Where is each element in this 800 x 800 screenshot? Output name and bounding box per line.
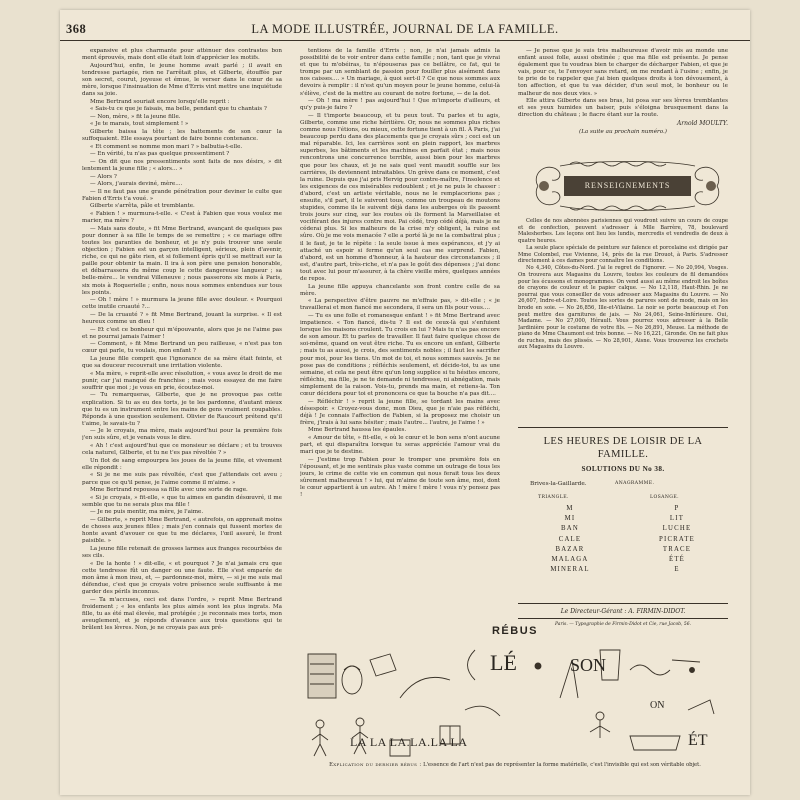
anagram-answer: Brives-la-Gaillarde. xyxy=(530,481,587,487)
renseignements-text xyxy=(518,218,728,423)
paragraph: — Oh ! mère ! » murmura la jeune fille avec douleur. « Pourquoi cette inutile cruauté ?... xyxy=(82,297,282,311)
paragraph: Un flot de sang empourpra les joues de la jeune fille, et vivement elle répondit : xyxy=(82,457,282,471)
rebus-word-son: SON xyxy=(570,655,607,675)
column-3-story xyxy=(518,48,728,153)
losange-row: LUCHE xyxy=(662,525,692,533)
rebus-caption-text: L'essence de l'art n'est pas de représenter la forme matérielle, c'est l'invisible qui est son véritable objet. xyxy=(423,762,701,768)
triangle-row: M xyxy=(566,505,574,512)
directeur-line: Le Directeur-Gérant : A. FIRMIN-DIDOT. xyxy=(560,608,686,615)
column-2 xyxy=(300,48,500,608)
paragraph: — Et c'est ce bonheur qui m'épouvante, alors que je ne l'aime pas et ne pourrai jamais l'aimer ! xyxy=(82,326,282,340)
triangle-row: BAN xyxy=(561,525,579,533)
paragraph: « Ma mère, » reprit-elle avec résolution, « vous avez le droit de me punir, car j'ai manqué de franchise ; mais vous essayez de me faire souffrir que moi ; je vous en prie, écoutez-moi. xyxy=(82,370,282,391)
paragraph: La jeune fille retenait de grosses larmes aux franges recourbées de ses cils. xyxy=(82,545,282,559)
solutions-heading: SOLUTIONS DU No 38. xyxy=(581,465,665,473)
losange-row: E xyxy=(674,566,680,574)
paragraph: « Fabien ! » murmura-t-elle. « C'est à Fabien que vous voulez me marier, ma mère ? xyxy=(82,211,282,225)
triangle-row: MI xyxy=(564,515,576,523)
paragraph: — Alors, j'aurais deviné, mère.... xyxy=(90,181,183,188)
losange-solution xyxy=(632,504,722,575)
paragraph: — Gilberte, » reprit Mme Bertrand, « autrefois, on apprenait moins de choses aux jeunes filles ; mais j'en connais qui fussent mortes de honte avant d'avouer ce que tu me déclares, l'œil assuré, le front paisible. » xyxy=(82,517,282,545)
paragraph: — Il ne faut pas une grande pénétration pour deviner le culte que Fabien d'Erris t'a voué. » xyxy=(82,188,282,202)
paragraph: — Alors ? xyxy=(90,173,117,180)
paragraph: « Et comment se nomme mon mari ? » balbutia-t-elle. xyxy=(90,143,243,150)
paragraph: « Ah ! c'est aujourd'hui que ce monsieur se déclare ; et tu trouves cela naturel, Gilberte, et tu ne t'es pas révoltée ? » xyxy=(82,443,282,457)
paragraph: — Je pense que je suis très malheureuse d'avoir mis au monde une enfant aussi folle, aussi obstinée ; que ma fille est présente. Je pense également que tu voudras bien te charger de décharger Fabien, et que je vais, pour ce, te l'envoyer sans retard, on me rendant à l'usine ; enfin, je te prie de te rappeler que j'ai bien quelques droits à ton dévouement, à ton affection, et que tu vas décider, d'un seul mot, le bonheur ou le malheur de nos deux vies. » xyxy=(518,48,728,97)
triangle-label: TRIANGLE. xyxy=(538,495,569,500)
paragraph: No 4,340, Côtes-du-Nord. J'ai le regret de l'ignorer. — No 20,994, Vosges. On trouvera aux Magasins du Louvre, toutes les couleurs de fil demandées pour les écussons et monogrammes. On vend aussi au même endroit les boîtes de crayons de couleur et le papier calque. — No 12,118, Haut-Rhin. Je ne pourrai que vous conseiller de vous adresser aux Magasins du Louvre. — No 26,607, Indre-et-Loire. Toutes les sortes de parures sont de mode, mais on les brode en soie. — No 26,856, Ille-et-Vilaine. Le noir se porte beaucoup et l'on peut mettre des garnitures de jais. — No 24,061, Seine-Inférieure. Oui, Madame. — No 27,000, Hérault. Vous pourrez vous adresser à la Belle Jardinière pour le costume de votre fils. — No 26,891, Meuse. La méthode de piano de Mme Chaumont est très bonne. — No 16,221, Gironde. On ne fait plus de ruches, mais des plissés. — No 28,901, Aisne. Vous trouverez les crochets aux Magasins du Louvre. xyxy=(518,265,728,351)
paragraph: « Je te marais, tout simplement ! » xyxy=(90,121,189,128)
paragraph: La seule place spéciale de peinture sur faïence et porcelaine est dirigée par Mme Colombel, rue Vivienne, 14, près de la rue Drouot, à Paris. S'adresser directement à ces dames pour connaître les conditions. xyxy=(518,244,728,265)
rebus-caption-lead: Explication du dernier rébus : xyxy=(329,762,422,768)
paragraph: Mme Bertrand repoussa sa fille avec une sorte de rage. xyxy=(90,487,248,494)
losange-row: TRACE xyxy=(662,545,692,553)
paragraph: — En vérité, tu n'as pas quelque pressentiment ? xyxy=(90,151,230,158)
paragraph: Celles de nos abonnées parisiennes qui voudront suivre un cours de coupe et de confection, peuvent s'adresser à Mlle Barrère, 78, boulevard Malesherbes. Les leçons ont lieu les lundis, mercredis et vendredis de deux à quatre heures. xyxy=(518,218,728,244)
rebus-word-on: ON xyxy=(650,700,665,711)
divider xyxy=(518,427,728,428)
triangle-row: MINERAL xyxy=(550,566,590,574)
rebus-word-lalala: LA LA LA.LA.LA LA xyxy=(350,735,468,749)
triangle-solution xyxy=(525,504,615,575)
heures-title: LES HEURES DE LOISIR DE LA FAMILLE. xyxy=(543,436,703,460)
paragraph: « Amour de tête, » fit-elle, « où le cœur et le bon sens n'ont aucune part, et qui disparaîtra lorsque tu seras appréciée l'amour vrai du mari que je te destine. xyxy=(300,435,500,456)
paragraph: La jeune fille appuya chancelante son front contre celle de sa mère. xyxy=(300,283,500,297)
renseignements-title: RENSEIGNEMENTS xyxy=(584,181,671,190)
paragraph: tentions de la famille d'Erris ; non, je n'ai jamais admis la possibilité de te voir entrer dans cette famille ; non, tant que je vivrai et que tu m'obéiras, tu n'épouseras pas ce bellâtre, ce fat, qui te trompe par un semblant de passion pour fouiller plus aisément dans nos caisses.... » Un mariage, à quoi sert-il ? Ce que nous sommes aux devoirs à remplir : il n'est qu'un moyen pour le jeune homme, celui-là s'élève, c'est de la mettre au courant de notre fortune, — de la dot. xyxy=(300,48,500,97)
losange-row: P xyxy=(674,505,680,512)
to-be-continued: (La suite au prochain numéro.) xyxy=(579,128,667,135)
anagram-label: ANAGRAMME. xyxy=(615,481,655,486)
triangle-row: CALE xyxy=(558,535,582,543)
paragraph: — Non, mère, » fit la jeune fille. xyxy=(90,113,181,120)
paragraph: — Je ne puis mentir, ma mère, je l'aime. xyxy=(90,509,204,516)
divider xyxy=(518,603,728,604)
paragraph: — Tu remarqueras, Gilberte, que je ne provoque pas cette explication. Si tu as eu des torts, je te les pardonne, d'autant mieux que tu es un instrument entre les mains de gens vraiment coupables. Réponds à une question seulement. Olivier de Raucourt prétend qu'il t'aime, le savais-tu ? xyxy=(82,392,282,427)
paragraph: — Mais sans doute, » fit Mme Bertrand, avançant de quelques pas pour donner à sa fille le temps de se remettre ; « ce mariage offre toutes les garanties de bonheur, et je n'y puis trouver une seule objection ; Fabien est un garçon intelligent, sérieux, plein d'avenir, riche, ce qui ne gâte rien, et si follement épris qu'il se mettrait sur la paille pour obtenir ta main. Il ira à son père une pension honorable, et débarrassera du même coup le cette dangereuse langueur ; sa belle-mère... le vendrai Villeneuve ; nous passerons six mois à Paris, six mois à Roquerielle ; enfin, nous nous sommes entendues sur tous les points. xyxy=(82,225,282,296)
paragraph: « Si je ne me suis pas révoltée, c'est que j'attendais cet aveu ; parce que ce qu'il pense, je l'aime comme il m'aime. » xyxy=(82,472,282,486)
paragraph: « La perspective d'être pauvre ne m'effraie pas, » dit-elle ; « je travaillerai et mon fiancé me secondera, il sera un fils pour vous.... xyxy=(300,298,500,312)
journal-title: LA MODE ILLUSTRÉE, JOURNAL DE LA FAMILLE. xyxy=(251,22,559,36)
losange-label: LOSANGE. xyxy=(650,495,679,500)
column-1 xyxy=(82,48,282,790)
paragraph: — Je le croyais, ma mère, mais aujourd'hui pour la première fois j'en suis sûre, et je venais vous le dire. xyxy=(82,428,282,442)
anagram-line xyxy=(530,481,730,487)
losange-row: LIT xyxy=(669,515,685,523)
paragraph: — Réfléchir ! » reprit la jeune fille, se tordant les mains avec désespoir. « Croyez-vous donc, mon Dieu, que je n'aie pas réfléchi, déjà ! Je connais l'affection de Fabien, si la proposez me choisir un frère, j'irais à lui sans hésiter ; mais l'autre... l'autre, je l'aime ! » xyxy=(300,398,500,426)
paragraph: La jeune fille comprit que l'ignorance de sa mère était feinte, et que sa douceur recouvrait une irritation violente. xyxy=(82,355,282,370)
paragraph: « Si je croyais, » fit-elle, « que tu aimes en gandin désœuvré, il me semble que tu ne serais plus ma fille ! xyxy=(82,494,282,508)
paragraph: Gilberte baissa la tête ; les battements de son cœur la suffoquaient. Elle essaya pourtant de faire bonne contenance. xyxy=(82,129,282,143)
paragraph: Mme Bertrand souriait encore lorsqu'elle reprit : xyxy=(90,98,230,105)
triangle-row: BAZAR xyxy=(555,545,585,553)
paragraph: — De la cruauté ? » fit Mme Bertrand, jouant la surprise. « Il est heureux comme un dieu ! xyxy=(82,311,282,325)
page-number: 368 xyxy=(66,22,87,36)
triangle-row: MALAGA xyxy=(551,556,589,564)
paragraph: — Ta m'accuses, ceci est dans l'ordre, » reprit Mme Bertrand froidement ; « les enfants les plus aimés sont les plus ingrats. Ma fille, tu as été mal élevée, mal protégée ; je reconnais mes torts, mon aveuglement, et je réponds d'avance aux trois questions qui te brûlent les lèvres. Non, je ne croyais pas aux pré- xyxy=(82,596,282,631)
paragraph: Mme Bertrand haussa les épaules. xyxy=(308,427,407,434)
paragraph: « De la honte ! » dit-elle, « et pourquoi ? Je n'ai jamais cru que cette tendresse fût un danger ou une faute. Elle s'est emparée de mon âme à mon insu, et, — pardonnez-moi, mère, — si je me suis mal défendue, c'est que je croyais votre présence seule suffisante à me garder des périls inconnus. xyxy=(82,560,282,595)
rebus-word-et: ÉT xyxy=(688,732,708,749)
paragraph: expansive et plus charmante pour atténuer des contrastes bon ment éprouvés, mais dont elle était loin d'apprécier les motifs. xyxy=(82,48,282,62)
page-header xyxy=(60,20,750,41)
paragraph: Gilberte s'arrêta, pâle et tremblante. xyxy=(90,203,195,210)
paragraph: — Il t'importe beaucoup, et tu peux tout. Tu parles et tu agis, Gilberte, comme une riche héritière. Or, nous ne sommes plus riches comme nous l'étions, ou mieux, cette fortune tient à un fil. À Paris, j'ai beaucoup perdu dans des placements que je croyais sûrs ; ceci est un mal réparable. Ici, les carrières sont en plein rapport, les marbres superbes, les bâtiments et les machines en parfait état ; mais nous rencontrons une concurrence terrible, aussi bien pour les marbres que pour les chaux, et je ne sais quel vent maudit souffle sur les carrières, ils deviennent intraitables. Un grève dans ce moment, c'est la ruine. Depuis que j'ai pris Hervig pour contre-maître, l'insolence et les exigences de ces misérables redoublent ; et je ne puis le chasser : d'abord, c'est un artiste véritable, nous ne le remplacerions pas ; ensuite, s'il part, il le suivront tous, comme un troupeau de moutons stupides, comme ils le suivent déjà dans les auberges où ils passent trois jours sur cinq, sur les routes où ils forment la Marseillaise et vociférant des injures contre moi. Pai cédé, trop cédé déjà, mais je ne céderai plus. Si les malheurs de la crise m'y obligent, la ruine est sûre. Où je me vois menacée ? elle a porté là je ne la combattrai plus ; il le faut, je te le répète : la seule issue à mes espérances, et j'y ai attaché un espoir si ferme qu'un seul cas me surprend. Fabien, d'abord, est un homme d'honneur, à la hauteur des circonstances ; il est, d'autre part, très-riche, et n'a pas le goût des dépenses ; j'ai donc tout avec lui pour m'assurer, à ta chère vieille mère, quelques années de repos. xyxy=(300,112,500,282)
paragraph: — Oh ! ma mère ! pas aujourd'hui ! Que m'importe d'ailleurs, et qu'y puis-je faire ? xyxy=(300,98,500,112)
paragraph: Elle attira Gilberte dans ses bras, lui posa sur ses lèvres tremblantes et ses yeux humides un baiser, puis s'éloigna brusquement dans la direction du château ; le fiacre étant sur la route. xyxy=(518,98,728,119)
rebus-title: RÉBUS xyxy=(491,625,538,637)
imprint-line: Paris. — Typographie de Firmin-Didot et Cie, rue Jacob, 56. xyxy=(554,622,692,627)
paragraph: Aujourd'hui, enfin, le jeune homme avait parlé ; il avait en tendresse partagée, rien ne l'arrêtait plus, et Gilberte, étouffée par son secret, courut, joyeuse et émue, le verser dans le cœur de sa mère, lorsque l'insinuation de Mme d'Erris vint mettre une inquiétude dans sa joie. xyxy=(82,62,282,98)
paragraph: — On dit que nos pressentiments sont faits de nos désirs, » dit lentement la jeune fille ; « alors... » xyxy=(82,158,282,172)
rebus-word-le: LÉ xyxy=(490,650,517,675)
losange-row: PICRATE xyxy=(659,535,695,543)
losange-row: ÉTÉ xyxy=(668,556,686,564)
paragraph: « Sais-tu ce que je faisais, ma belle, pendant que tu chantais ? xyxy=(90,106,267,113)
paragraph: — J'estime trop Fabien pour le tromper une première fois en l'épousant, et je me sentirais plus vaste comme un outrage de tous les jours, le crime de cette vie en commun qui nous ferait tous les deux sûrement malheureux ! » lui, qui m'aime de toute son âme, moi, dont le cœur appartient à un autre. Ah ! mère ! mère ! vous n'y pensez pas ! xyxy=(300,456,500,499)
newspaper-page xyxy=(60,10,750,795)
divider xyxy=(518,618,728,619)
paragraph: — Comment, » fit Mme Bertrand un peu railleuse, « n'est pas ton cœur qui parle, tu voulais, mon enfant ? xyxy=(82,341,282,355)
author-signature: Arnold MOULTY. xyxy=(676,120,728,128)
rebus-caption xyxy=(300,762,730,769)
paragraph: — Tu es une folle et romanesque enfant ! » fit Mme Bertrand avec impatience. « Ton fiancé, dis-tu ? Il est de ceux-là qui s'enfuient lorsque les maisons croulent. Tu crois en lui ? Mais tu n'as pas encore de son amour. Et tu parles de travailler. Il faut faire quelque chose de soi-même, quand on veut être riche. Tu es encore un enfant, Gilberte ; mais tu as aussi, je crois, des sentiments nobles ; il faut les sacrifier pour moi, pour les tiens. Un mot de toi, et nous sommes sauvés. Je ne pose pas de conditions ; réfléchis seulement, et décide-toi, tu as une semaine, et cela ne peut être qu'un long supplice si tu hésites encore, réfléchis, ma fille, je ne te demande ni tendresse, ni abnégation, mais simplement de la raison. Vois-tu, prends ma main, et retiens-la. Ton cœur décidera pour toi et prononcera ce que ta bouche n'a pas dit.... xyxy=(300,312,500,397)
